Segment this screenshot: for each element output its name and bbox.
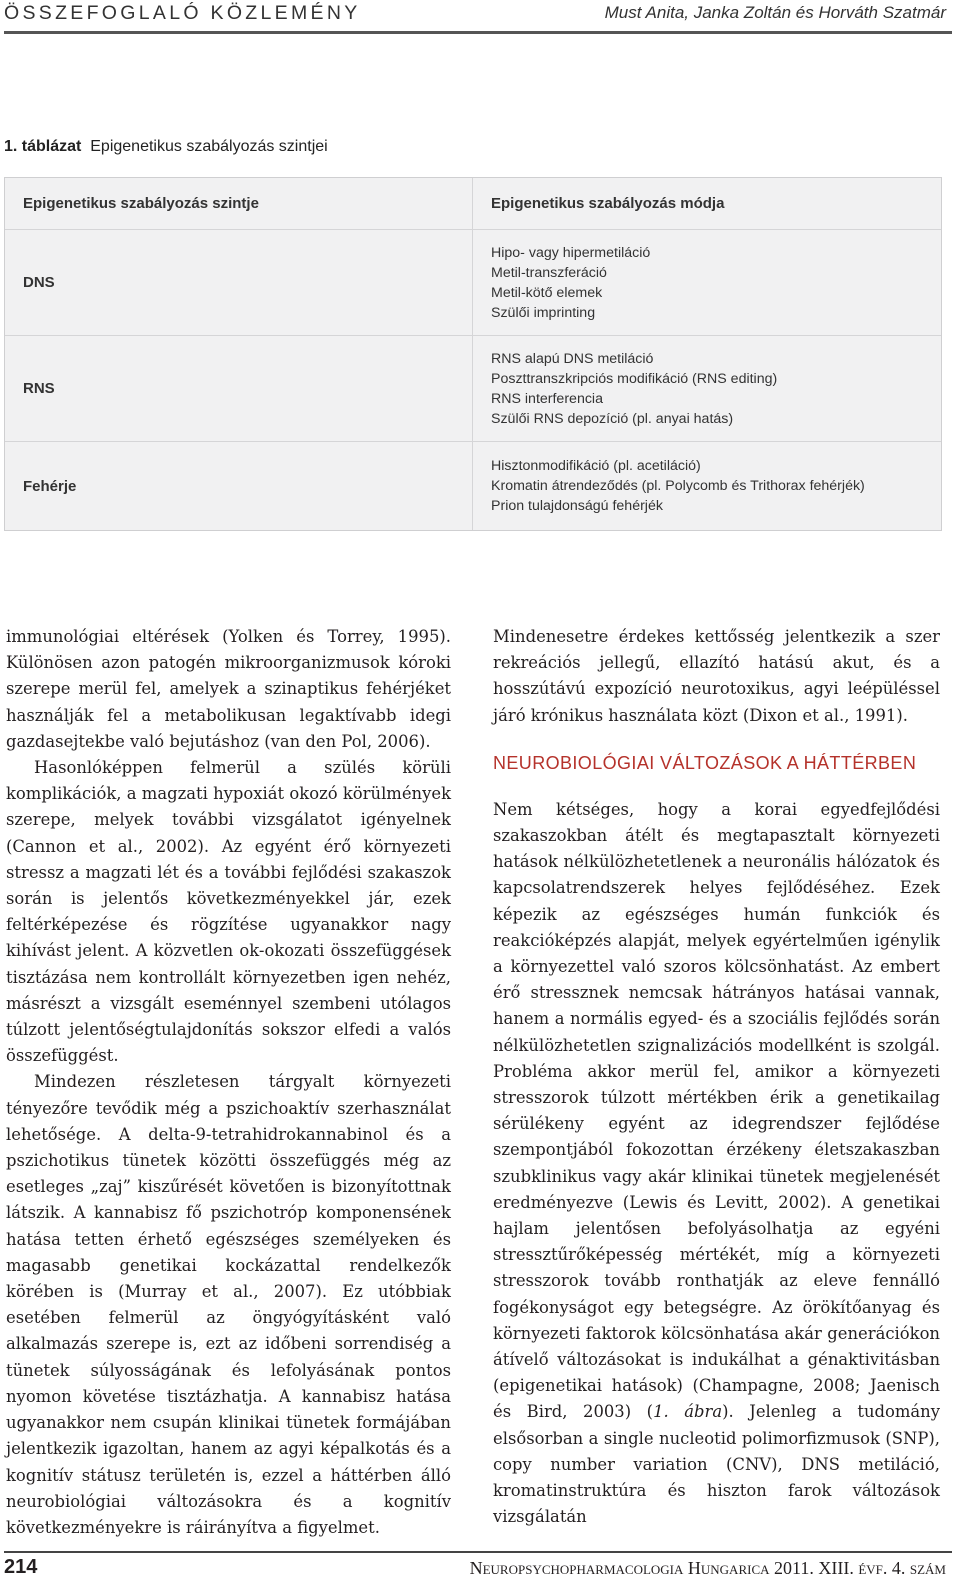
table-row — [5, 335, 941, 441]
table-mode-item: RNS alapú DNS metiláció — [491, 350, 654, 367]
section-heading: NEUROBIOLÓGIAI VÁLTOZÁSOK A HÁTTÉRBEN — [493, 752, 917, 773]
table-mode-item: Metil-transzferáció — [491, 264, 607, 281]
table-header-row — [5, 178, 941, 229]
table-number: 1. táblázat — [4, 138, 82, 155]
table-modes-cell — [473, 230, 941, 335]
section-label: ÖSSZEFOGLALÓ KÖZLEMÉNY — [4, 2, 361, 24]
table-mode-item: Szülői RNS depozíció (pl. anyai hatás) — [491, 410, 734, 427]
table-mode-item: Metil-kötő elemek — [491, 284, 603, 301]
table-mode-item: RNS interferencia — [491, 390, 603, 407]
table-level-cell: Fehérje — [5, 442, 473, 530]
table-col1-header: Epigenetikus szabályozás szintje — [5, 178, 473, 229]
body-paragraph: immunológiai eltérések (Yolken és Torrey, 1995). Különösen azon patogén mikroorganizmusok kóroki szerepe merül fel, amelyek a szinaptikus fehérjéket használják fel a metabolikusan legaktívabb idegi gazdasejtekbe való bejutáshoz (van den Pol, 2006). — [6, 627, 451, 751]
table-mode-item: Poszttranszkripciós modifikáció (RNS editing) — [491, 370, 778, 387]
table-row — [5, 441, 941, 530]
authors-line: Must Anita, Janka Zoltán és Horváth Szatmár — [604, 3, 946, 22]
figure-reference: 1. ábra — [653, 1402, 723, 1422]
table-mode-item: Szülői imprinting — [491, 304, 596, 321]
table-modes-cell — [473, 336, 941, 441]
table-col2-header: Epigenetikus szabályozás módja — [491, 194, 725, 212]
body-paragraph — [493, 797, 940, 1531]
page-number: 214 — [4, 1556, 38, 1578]
right-text-column — [493, 624, 940, 1531]
header-rule — [4, 31, 952, 34]
table-modes-cell — [473, 442, 941, 530]
body-paragraph: Mindezen részletesen tárgyalt környezeti tényezőre tevődik még a pszichoaktív szerhasználat lehetősége. A delta-9-tetrahidrokannabinol és a pszichotikus tünetek közötti összefüggés még az esetleges „zaj” kiszűrését követően is bizonyítottnak látszik. A kannabisz fő pszichotróp komponensének hatása tetten érhető egészséges személyeken és magasabb genetikai kockázattal rendelkezők körében is (Murray et al., 2007). Ez utóbbiak esetében felmerül az öngyógyításként való alkalmazás szerepe is, ezt az időbeni sorrendiség a tünetek súlyosságának és lefolyásának pontos nyomon követése tisztázhatja. A kannabisz hatása ugyanakkor nem csupán klinikai tünetek formájában jelentkezik igazoltan, hanem az agyi képalkotás és a kognitív státusz területén is, ezzel a háttérben álló neurobiológiai változásokra és a kognitív következményekre is ráirányítva a figyelmet. — [6, 1072, 451, 1537]
table-title: Epigenetikus szabályozás szintjei — [90, 138, 328, 155]
paragraph-text: ). Jelenleg a tudomány elsősorban a single nucleotid polimorfizmusok (SNP), copy number variation (CNV), DNS metiláció, kromatinstruktúra és hiszton farok változások vizsgálatán — [493, 1402, 940, 1527]
paragraph-text: Nem kétséges, hogy a korai egyedfejlődési szakaszokban átélt és megtapasztalt környezeti hatások nélkülözhetetlenek a neuronális hálózatok és kapcsolatrendszerek helyes fejlődéséhez. Ezek képezik az egészséges humán funkciók és reakcióképzés alapját, melyek egyértelműen igénylik a környezettel való szoros kölcsönhatást. Az embert érő stressznek nemcsak hátrányos hatásai vannak, hanem a normális egyed- és a szociális fejlődés során nélkülözhetetlen szignalizációs modellként is szolgál. Probléma akkor merül fel, amikor a környezeti stresszorok túlzott mértékben érik a genetikailag sérülékeny egyént az idegrendszer fejlődése szempontjából fokozottan érzékeny életszakaszban szubklinikus vagy akár klinikai tünetek megjelenését eredményezve (Lewis és Levitt, 2002). A genetikai hajlam jelentősen befolyásolhatja az egyéni stressztűrőképesség mértékét, míg a környezeti stresszorok tovább ronthatják az eleve fennálló fogékonyságot egy betegségre. Az örökítőanyag és környezeti faktorok kölcsönhatása akár generációkon átívelő változásokat is indukálhat a génaktivitásban (epigenetikai hatások) (Champagne, 2008; Jaenisch és Bird, 2003) ( — [493, 799, 940, 1422]
table-mode-item: Hisztonmodifikáció (pl. acetiláció) — [491, 458, 701, 474]
table-level-cell: DNS — [5, 230, 473, 335]
journal-name: Neuropsychopharmacologia Hungarica 2011. XIII. évf. 4. szám — [469, 1558, 946, 1578]
epigenetic-table — [4, 177, 942, 531]
body-paragraph: Hasonlóképpen felmerül a szülés körüli komplikációk, a magzati hypoxiát okozó körülmények szerepe, melyek további vizsgálatot igényelnek (Cannon et al., 2002). Az egyént érő környezeti stressz a magzati lét és a további fejlődési szakaszok során is jelentős következményekkel jár, ezek feltérképezése és rögzítése ugyanakkor nagy kihívást jelent. A közvetlen ok-okozati összefüggések tisztázása nem kontrollált környezetben igen nehéz, másrészt a vizsgált eseménnyel szembeni utólagos túlzott jelentőségtulajdonítás sokszor elfedi a valós összefüggést. — [6, 758, 451, 1066]
footer-rule — [4, 1551, 952, 1553]
table-mode-item: Kromatin átrendeződés (pl. Polycomb és Trithorax fehérjék) — [491, 478, 865, 494]
table-mode-item: Hipo- vagy hipermetiláció — [491, 244, 651, 261]
table-caption — [4, 138, 328, 156]
left-text-column — [6, 624, 451, 1541]
table-mode-item: Prion tulajdonságú fehérjék — [491, 498, 663, 514]
body-paragraph: Mindenesetre érdekes kettősség jelentkezik a szer rekreációs jellegű, ellazító hatású akut, és a hosszútávú expozíció neurotoxikus, agyi leépüléssel járó krónikus használata közt (Dixon et al., 1991). — [493, 627, 940, 725]
table-level-cell: RNS — [5, 336, 473, 441]
table-row — [5, 229, 941, 335]
